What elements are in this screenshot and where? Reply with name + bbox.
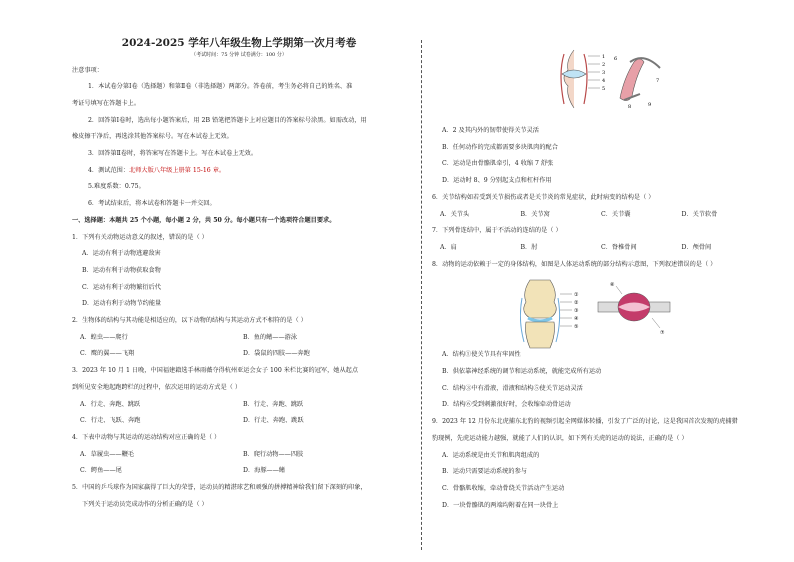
- fig1-label-2: 2: [602, 62, 606, 68]
- q5-option-d: D．运动时 8、9 分别起支点和杠杆作用: [442, 177, 552, 185]
- q1-stem: 1．下列有关动物运动意义的叙述，错误的是（ ）: [72, 233, 208, 241]
- q4-option-a: A．草履虫——鞭毛: [80, 450, 134, 458]
- fig1-label-5: 5: [602, 86, 606, 92]
- q1-option-b: B．运动有利于动物获取食物: [82, 266, 161, 274]
- q1-option-a: A．运动有利于动物逃避敌害: [82, 250, 161, 258]
- fig1-label-9: 9: [648, 102, 652, 108]
- q2-options-row1: [72, 335, 406, 341]
- q6-option-b: B．关节窝: [520, 210, 550, 218]
- q3-option-c: C．行走、飞跃、奔跑: [80, 417, 141, 425]
- q2-options-row2: [72, 351, 406, 357]
- q3-option-d: D．行走、奔跑、跳跃: [243, 417, 304, 425]
- q3-stem-1: 3．2023 年 10 月 1 日晚，中国福建籍选手林雨薇夺得杭州亚运会女子 100 米栏比赛的冠军，她从起点: [72, 367, 359, 375]
- note-6: 6．考试结束后，将本试卷和答题卡一并交回。: [88, 200, 216, 208]
- fig1-label-3: 3: [602, 70, 606, 76]
- q9-option-c: C．骨骼肌收缩，牵动骨绕关节活动产生运动: [442, 484, 565, 492]
- q5-option-b: B．任何动作的完成都需要多块肌肉的配合: [442, 143, 558, 151]
- right-column: [432, 40, 762, 519]
- q2-option-a: A．蝗虫——爬行: [80, 333, 128, 341]
- joint-capsule-left: [520, 298, 524, 342]
- q5-option-a: A．2 及其内外的韧带使得关节灵活: [442, 127, 539, 134]
- fig2-pointer-7: [652, 318, 660, 328]
- exam-meta: （考试时间：75 分钟 试卷满分：100 分）: [191, 51, 287, 58]
- note-4: [72, 168, 406, 174]
- q7-option-d: D．颅骨间: [681, 243, 712, 251]
- fig2-label-3: ③: [574, 308, 579, 315]
- q3-options-row2: [72, 418, 406, 424]
- q3-option-a: A．行走、奔跑、跳跃: [80, 400, 141, 408]
- q9-option-d: D．一块骨骼肌的两端均附着在同一块骨上: [442, 501, 559, 509]
- left-column: [72, 38, 406, 518]
- note-4-prefix: 4．测试范围：: [88, 166, 130, 174]
- q5-stem-2: 下列关于运动员完成动作的分析正确的是（ ）: [82, 500, 208, 508]
- q4-option-b: B．爬行动物——四肢: [243, 450, 304, 458]
- q4-stem: 4．下表中动物与其运动的运动结构对应正确的是（ ）: [72, 433, 221, 441]
- note-1b: 考证号填写在答题卡上。: [72, 99, 141, 107]
- fig2-label-2: ②: [574, 300, 579, 307]
- q3-options-row1: [72, 402, 406, 408]
- q4-options-row1: [72, 452, 406, 458]
- fig1-label-8: 8: [628, 104, 632, 110]
- q1-option-d: D．运动有利于动物节约能量: [82, 300, 162, 308]
- q6-option-c: C．关节囊: [601, 210, 631, 218]
- q6-options-row: [432, 212, 762, 218]
- q1-option-c: C．运动有利于动物繁衍后代: [82, 283, 161, 291]
- q4-options-row2: [72, 468, 406, 474]
- joint-capsule-right: [556, 298, 560, 342]
- notes-heading: 注意事项：: [72, 66, 103, 74]
- q8-option-a: A．结构①使关节具有牢固性: [442, 351, 521, 359]
- note-3: 3．回答第Ⅱ卷时，将答案写在答题卡上。写在本试卷上无效。: [88, 150, 258, 158]
- fig2-label-5: ⑤: [574, 324, 579, 331]
- q6-option-a: A．关节头: [440, 210, 470, 218]
- q9-stem-1: 9．2023 年 12 月份东北虎捕东北豹的视频引起全网媒体转播，引发了广泛的讨论，这是我国首次发现的虎捕猎: [432, 418, 738, 426]
- q8-option-d: D．结构⑥受到刺激很好时，会收缩牵动骨运动: [442, 401, 571, 409]
- q7-options-row: [432, 245, 762, 251]
- fig2-label-7: ⑦: [660, 330, 665, 337]
- q7-option-b: B．肘: [520, 243, 538, 251]
- ligament-left: [561, 54, 564, 104]
- q9-option-a: A．运动系统是由关节和肌肉组成的: [442, 451, 540, 459]
- knee-joint-figure: [520, 278, 680, 350]
- q2-stem: 2．生物体的结构与其功能是相适应的，以下动物的结构与其运动方式不相符的是（ ）: [72, 317, 307, 325]
- fig1-label-1: 1: [602, 54, 606, 60]
- q7-option-a: A．肩: [440, 243, 457, 251]
- tibia-end-shape: [526, 322, 555, 348]
- q2-option-b: B．鱼的鳍——游泳: [243, 333, 298, 341]
- q8-stem: 8．动物的运动依赖于一定的身体结构，如图是人体运动系统的部分结构示意图，下列叙述错误的是（ ）: [432, 260, 717, 268]
- q8-option-c: C．结构③中有滑液，滑液和结构⑤使关节运动灵活: [442, 384, 583, 392]
- q3-option-b: B．行走、奔跑、跳跃: [243, 400, 304, 408]
- arm-joint-figure: [544, 48, 664, 110]
- biceps-shape: [620, 59, 644, 101]
- q6-option-d: D．关节软骨: [681, 210, 718, 218]
- note-2b: 橡皮擦干净后，再选涂其他答案标号。写在本试卷上无效。: [72, 133, 233, 141]
- fig1-label-4: 4: [602, 78, 606, 84]
- cartilage-shape: [528, 318, 552, 321]
- q7-stem: 7．下列骨连结中，属于不活动的连结的是（ ）: [432, 227, 562, 235]
- fig2-pointer-6: [616, 286, 622, 294]
- section-heading: 一、选择题：本题共 25 个小题，每小题 2 分，共 50 分。每小题只有一个选项符合题目要求。: [72, 216, 336, 224]
- note-1a: 1．本试卷分第Ⅰ卷（选择题）和第Ⅱ卷（非选择题）两部分。答卷前，考生务必将自己的姓名、准: [88, 83, 353, 91]
- q9-stem-2: 豹现例，先虎运动能力越强，就能了人们的认识，如下列有关虎的运动的说法，正确的是（ ）: [432, 434, 688, 442]
- column-divider: [421, 40, 422, 550]
- page-title: 2024-2025 学年八年级生物上学期第一次月考卷: [121, 37, 357, 49]
- upper-bone-shape: [564, 50, 574, 108]
- femur-end-shape: [524, 280, 557, 318]
- q4-option-d: D．海豚——鳍: [243, 467, 286, 475]
- fig2-label-6: ⑥: [610, 282, 615, 289]
- figure-1-area: [432, 40, 762, 128]
- q7-option-c: C．脊椎骨间: [601, 243, 637, 251]
- q9-option-b: B．运动只需要运动系统的参与: [442, 468, 527, 476]
- q5-option-c: C．运动是由骨骼肌牵引，4 收缩 7 舒张: [442, 160, 554, 168]
- fig2-label-4: ④: [574, 316, 579, 323]
- q4-option-c: C．鳄鱼——尾: [80, 467, 122, 475]
- fig2-label-1: ①: [574, 292, 579, 299]
- note-5: 5.难度系数：0.75。: [88, 183, 145, 191]
- note-4-scope: 北师大版八年级上册第 15-16 章。: [129, 166, 226, 174]
- q2-option-d: D．袋鼠的四肢——奔跑: [243, 350, 310, 358]
- q6-stem: 6．关节结构如若受到关节损伤或者是关节炎的常见症状，此时病变的结构是（ ）: [432, 193, 655, 201]
- figure-2-area: [432, 278, 762, 352]
- q5-stem-1: 5．中国的乒乓球作为国家赢得了巨大的荣誉，运动员的精湛球艺和顽强的拼搏精神给我们留下深刻的印象，: [72, 484, 367, 492]
- fig1-label-7: 7: [656, 78, 660, 84]
- q2-option-c: C．鹰的翼——飞翔: [80, 350, 135, 358]
- q3-stem-2: 到所见安全地起跑跨栏的过程中，依次运用的运动方式是（ ）: [72, 383, 242, 391]
- fig1-label-6: 6: [614, 56, 618, 62]
- note-2a: 2．回答第Ⅰ卷时，选出每小题答案后，用 2B 铅笔把答题卡上对应题目的答案标号涂黑。如需改动，用: [88, 116, 367, 124]
- ligament-right: [584, 54, 587, 104]
- q8-option-b: B．供依靠神经系统的调节和运动系统，就能完成所有运动: [442, 368, 602, 376]
